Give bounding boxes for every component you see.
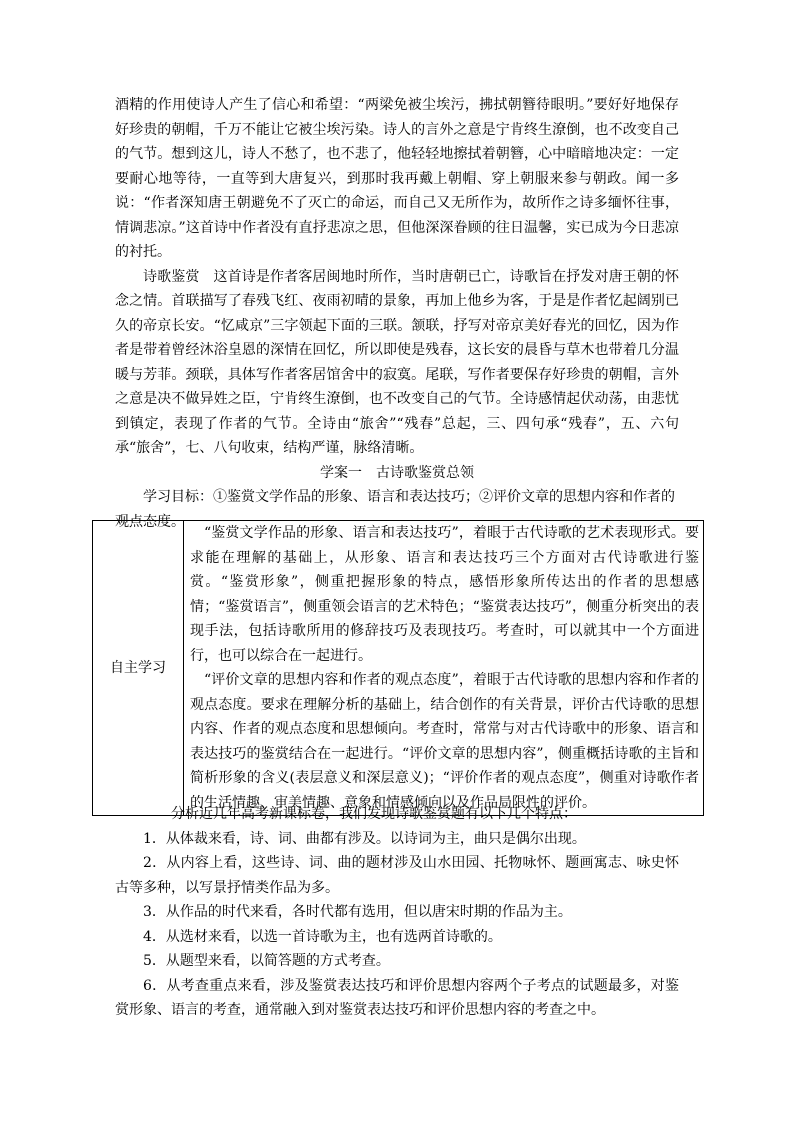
features-list — [115, 802, 679, 1023]
section-title: 学案一 古诗歌鉴赏总领 — [320, 464, 474, 481]
table-label-cell: 自主学习 — [93, 521, 184, 816]
table-paragraph-2: “评价文章的思想内容和作者的观点态度”，着眼于古代诗歌的思想内容和作者的观点态度。要求在理解分析的基础上，结合创作的有关背景，评价古代诗歌的思想内容、作者的观点态度和思想倾向。考查时，常常与对古代诗歌中的形象、语言和表达技巧的鉴赏结合在一起进行。“评价文章的思想内容”，侧重概括诗歌的主旨和简析形象的含义(表层意义和深层意义)；“评价作者的观点态度”，侧重对诗歌作者的生活情趣、审美情趣、意象和情感倾向以及作品局限性的评价。 — [190, 672, 699, 811]
list-item: 6．从考查重点来看，涉及鉴赏表达技巧和评价思想内容两个子考点的试题最多，对鉴赏形象、语言的考查，通常融入到对鉴赏表达技巧和评价思想内容的考查之中。 — [115, 977, 679, 1018]
list-item: 3．从作品的时代来看，各时代都有选用，但以唐宋时期的作品为主。 — [143, 904, 572, 920]
paragraph-appreciation: 诗歌鉴赏 这首诗是作者客居闽地时所作，当时唐朝已亡，诗歌旨在抒发对唐王朝的怀念之情。首联描写了春残飞红、夜雨初晴的景象，再加上他乡为客，于是是作者忆起阔别已久的帝京长安。“忆咸京”三字领起下面的三联。颔联，抒写对帝京美好春光的回忆，因为作者是带着曾经沐浴皇恩的深情在回忆，所以即使是残春，这长安的晨昏与草木也带着几分温暖与芳菲。颈联，具体写作者客居馆舍中的寂寞。尾联，写作者要保存好珍贵的朝帽，言外之意是决不做异姓之臣，宁肯终生潦倒，也不改变自己的气节。全诗感情起伏动荡，由悲忧到镇定，表现了作者的气节。全诗由“旅舍”“残春”总起，三、四句承“残春”，五、六句承“旅舍”，七、八句收束，结构严谨，脉络清晰。 — [115, 268, 679, 456]
self-study-table — [92, 520, 704, 816]
table-paragraph-1: “鉴赏文学作品的形象、语言和表达技巧”，着眼于古代诗歌的艺术表现形式。要求能在理解的基础上，从形象、语言和表达技巧三个方面对古代诗歌进行鉴赏。“鉴赏形象”，侧重把握形象的特点，感悟形象所传达出的作者的思想感情；“鉴赏语言”，侧重领会语言的艺术特色；“鉴赏表达技巧”，侧重分析突出的表现手法，包括诗歌所用的修辞技巧及表现技巧。考查时，可以就其中一个方面进行，也可以综合在一起进行。 — [190, 525, 699, 664]
learning-goal: 学习目标：①鉴赏文学作品的形象、语言和表达技巧；②评价文章的思想内容和作者的观点态度。 — [115, 489, 675, 530]
paragraph-analysis: 酒精的作用使诗人产生了信心和希望：“两梁免被尘埃污，拂拭朝簪待眼明。”要好好地保存好珍贵的朝帽，千万不能让它被尘埃污染。诗人的言外之意是宁肯终生潦倒，也不改变自己的气节。想到这儿，诗人不愁了，也不悲了，他轻轻地擦拭着朝簪，心中暗暗地决定：一定要耐心地等待，一直等到大唐复兴，到那时我再戴上朝帽、穿上朝服来参与朝政。闻一多说：“作者深知唐王朝避免不了灭亡的命运，而自己又无所作为，故所作之诗多缅怀往事，情调悲凉。”这首诗中作者没有直抒悲凉之思，但他深深眷顾的往日温馨，实已成为今日悲凉的衬托。 — [115, 97, 679, 260]
list-item: 2．从内容上看，这些诗、词、曲的题材涉及山水田园、托物咏怀、题画寓志、咏史怀古等多种，以写景抒情类作品为多。 — [115, 855, 679, 896]
features-intro: 分析近几年高考新课标卷，我们发现诗歌鉴赏题有以下几个特点： — [171, 806, 577, 822]
list-item: 1．从体裁来看，诗、词、曲都有涉及。以诗词为主，曲只是偶尔出现。 — [143, 830, 586, 847]
list-item: 5．从题型来看，以简答题的方式考查。 — [143, 953, 390, 969]
upper-text — [115, 93, 679, 534]
table-content-cell — [184, 521, 704, 816]
table-row — [93, 521, 704, 816]
list-item: 4．从选材来看，以选一首诗歌为主，也有选两首诗歌的。 — [143, 928, 502, 945]
